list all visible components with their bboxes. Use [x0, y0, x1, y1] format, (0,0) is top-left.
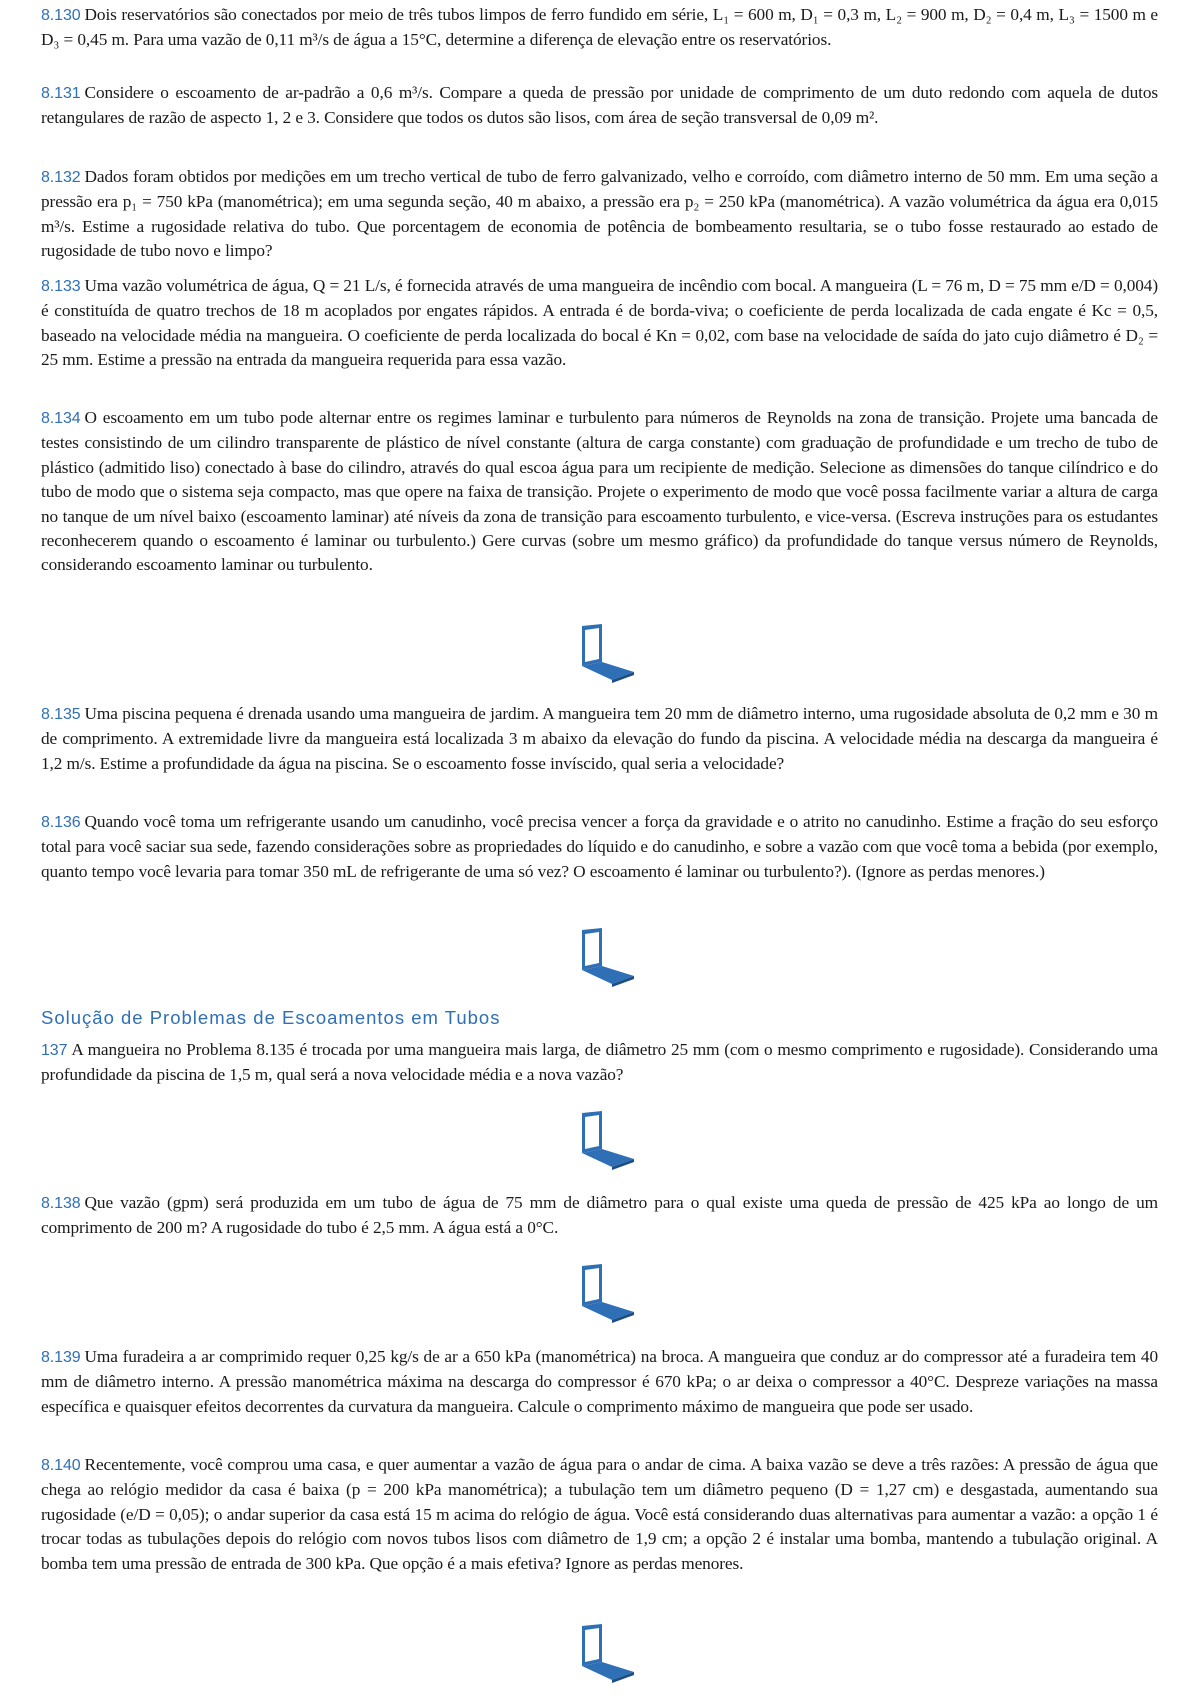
- section-title: Solução de Problemas de Escoamentos em Tubos: [41, 1007, 501, 1028]
- laptop-icon[interactable]: [568, 926, 648, 988]
- problem-text: Uma vazão volumétrica de água, Q = 21 L/s, é fornecida através de uma mangueira de incêndio com bocal. A mangueira (L = 76 m, D = 75 mm e/D = 0,004) é constituída de quatro trechos de 18 m acoplados por engates rápidos. A entrada é de borda-viva; o coeficiente de perda localizada de cada engate é Kc = 0,5, baseado na velocidade média na mangueira. O coeficiente de perda localizada do bocal é Kn = 0,02, com base na velocidade de saída do jato cujo diâmetro é D₂ = 25 mm. Estime a pressão na entrada da mangueira requerida para essa vazão.: [41, 276, 1158, 370]
- problem-number: 8.130: [41, 7, 81, 24]
- problem-text: O escoamento em um tubo pode alternar entre os regimes laminar e turbulento para números de Reynolds na zona de transição. Projete uma bancada de testes consistindo de um cilindro transparente de plástico de nível constante (altura de carga constante) com graduação de profundidade e um trecho de tubo de plástico (admitido liso) conectado à base do cilindro, através do qual escoa água para um recipiente de medição. Selecione as dimensões do tanque cilíndrico e do tubo de modo que o sistema seja compacto, mas que opere na faixa de transição. Projete o experimento de modo que você possa facilmente variar a altura de carga no tanque de um nível baixo (escoamento laminar) até níveis da zona de transição para escoamento turbulento, e vice-versa. (Escreva instruções para os estudantes reconhecerem quando o escoamento é laminar ou turbulento.) Gere curvas (sobre um mesmo gráfico) da profundidade do tanque versus número de Reynolds, considerando escoamento laminar ou turbulento.: [41, 408, 1158, 575]
- problem-number: 8.138: [41, 1195, 81, 1212]
- problem-text: Quando você toma um refrigerante usando um canudinho, você precisa vencer a força da gravidade e o atrito no canudinho. Estime a fração do seu esforço total para você saciar sua sede, fazendo considerações sobre as propriedades do líquido e do canudinho, e sobre a vazão com que você toma a bebida (por exemplo, quanto tempo você levaria para tomar 350 mL de refrigerante de uma só vez? O escoamento é laminar ou turbulento?). (Ignore as perdas menores.): [41, 812, 1158, 881]
- problem-text: Que vazão (gpm) será produzida em um tubo de água de 75 mm de diâmetro para o qual existe uma queda de pressão de 425 kPa ao longo de um comprimento de 200 m? A rugosidade do tubo é 2,5 mm. A água está a 0°C.: [41, 1193, 1158, 1238]
- laptop-icon[interactable]: [568, 1262, 648, 1324]
- problem-number: 8.140: [41, 1457, 81, 1474]
- problem-8-136: [41, 810, 1158, 884]
- problem-text: Dados foram obtidos por medições em um trecho vertical de tubo de ferro galvanizado, velho e corroído, com diâmetro interno de 50 mm. Em uma seção a pressão era p₁ = 750 kPa (manométrica); em uma segunda seção, 40 m abaixo, a pressão era p₂ = 250 kPa (manométrica). A vazão volumétrica da água era 0,015 m³/s. Estime a rugosidade relativa do tubo. Que porcentagem de economia de potência de bombeamento resultaria, se o tubo fosse restaurado ao estado de rugosidade de tubo novo e limpo?: [41, 167, 1158, 261]
- problem-8-133: [41, 274, 1158, 373]
- problem-8-132: [41, 165, 1158, 264]
- problem-number: 8.135: [41, 706, 81, 723]
- problem-text: A mangueira no Problema 8.135 é trocada por uma mangueira mais larga, de diâmetro 25 mm (com o mesmo comprimento e rugosidade). Considerando uma profundidade da piscina de 1,5 m, qual será a nova velocidade média e a nova vazão?: [41, 1040, 1158, 1085]
- problem-number: 8.131: [41, 85, 81, 102]
- problem-text: Uma piscina pequena é drenada usando uma mangueira de jardim. A mangueira tem 20 mm de diâmetro interno, uma rugosidade absoluta de 0,2 mm e 30 m de comprimento. A extremidade livre da mangueira está localizada 3 m abaixo da elevação do fundo da piscina. A velocidade média na descarga da mangueira é 1,2 m/s. Estime a profundidade da água na piscina. Se o escoamento fosse invíscido, qual seria a velocidade?: [41, 704, 1158, 773]
- problem-8-130: [41, 3, 1158, 53]
- laptop-icon[interactable]: [568, 622, 648, 684]
- problem-number: 8.134: [41, 410, 81, 427]
- problem-8-135: [41, 702, 1158, 776]
- problem-8-131: [41, 81, 1158, 131]
- problem-8-139: [41, 1345, 1158, 1419]
- problem-137: [41, 1038, 1158, 1088]
- problem-text: Recentemente, você comprou uma casa, e quer aumentar a vazão de água para o andar de cima. A baixa vazão se deve a três razões: A pressão de água que chega ao relógio medidor da casa é baixa (p = 200 kPa manométrica); a tubulação tem um diâmetro pequeno (D = 1,27 cm) e desgastada, aumentando sua rugosidade (e/D = 0,05); o andar superior da casa está 15 m acima do relógio de água. Você está considerando duas alternativas para aumentar a vazão: a opção 1 é trocar todas as tubulações depois do relógio com novos tubos lisos com diâmetro de 1,9 cm; a opção 2 é instalar uma bomba, mantendo a tubulação original. A bomba tem uma pressão de entrada de 300 kPa. Que opção é a mais efetiva? Ignore as perdas menores.: [41, 1455, 1158, 1573]
- problem-number: 137: [41, 1042, 68, 1059]
- problem-number: 8.132: [41, 169, 81, 186]
- problem-number: 8.136: [41, 814, 81, 831]
- problem-text: Considere o escoamento de ar-padrão a 0,6 m³/s. Compare a queda de pressão por unidade de comprimento de um duto redondo com aquela de dutos retangulares de razão de aspecto 1, 2 e 3. Considere que todos os dutos são lisos, com área de seção transversal de 0,09 m².: [41, 83, 1158, 128]
- problem-number: 8.139: [41, 1349, 81, 1366]
- problem-8-140: [41, 1453, 1158, 1576]
- problem-text: Dois reservatórios são conectados por meio de três tubos limpos de ferro fundido em série, L₁ = 600 m, D₁ = 0,3 m, L₂ = 900 m, D₂ = 0,4 m, L₃ = 1500 m e D₃ = 0,45 m. Para uma vazão de 0,11 m³/s de água a 15°C, determine a diferença de elevação entre os reservatórios.: [41, 5, 1158, 50]
- laptop-icon[interactable]: [568, 1109, 648, 1171]
- problem-text: Uma furadeira a ar comprimido requer 0,25 kg/s de ar a 650 kPa (manométrica) na broca. A mangueira que conduz ar do compressor até a furadeira tem 40 mm de diâmetro interno. A pressão manométrica máxima na descarga do compressor é 670 kPa; o ar deixa o compressor a 40°C. Despreze variações na massa específica e quaisquer efeitos decorrentes da curvatura da mangueira. Calcule o comprimento máximo de mangueira que pode ser usado.: [41, 1347, 1158, 1416]
- problem-8-138: [41, 1191, 1158, 1241]
- laptop-icon[interactable]: [568, 1622, 648, 1684]
- problem-8-134: [41, 406, 1158, 578]
- problem-number: 8.133: [41, 278, 81, 295]
